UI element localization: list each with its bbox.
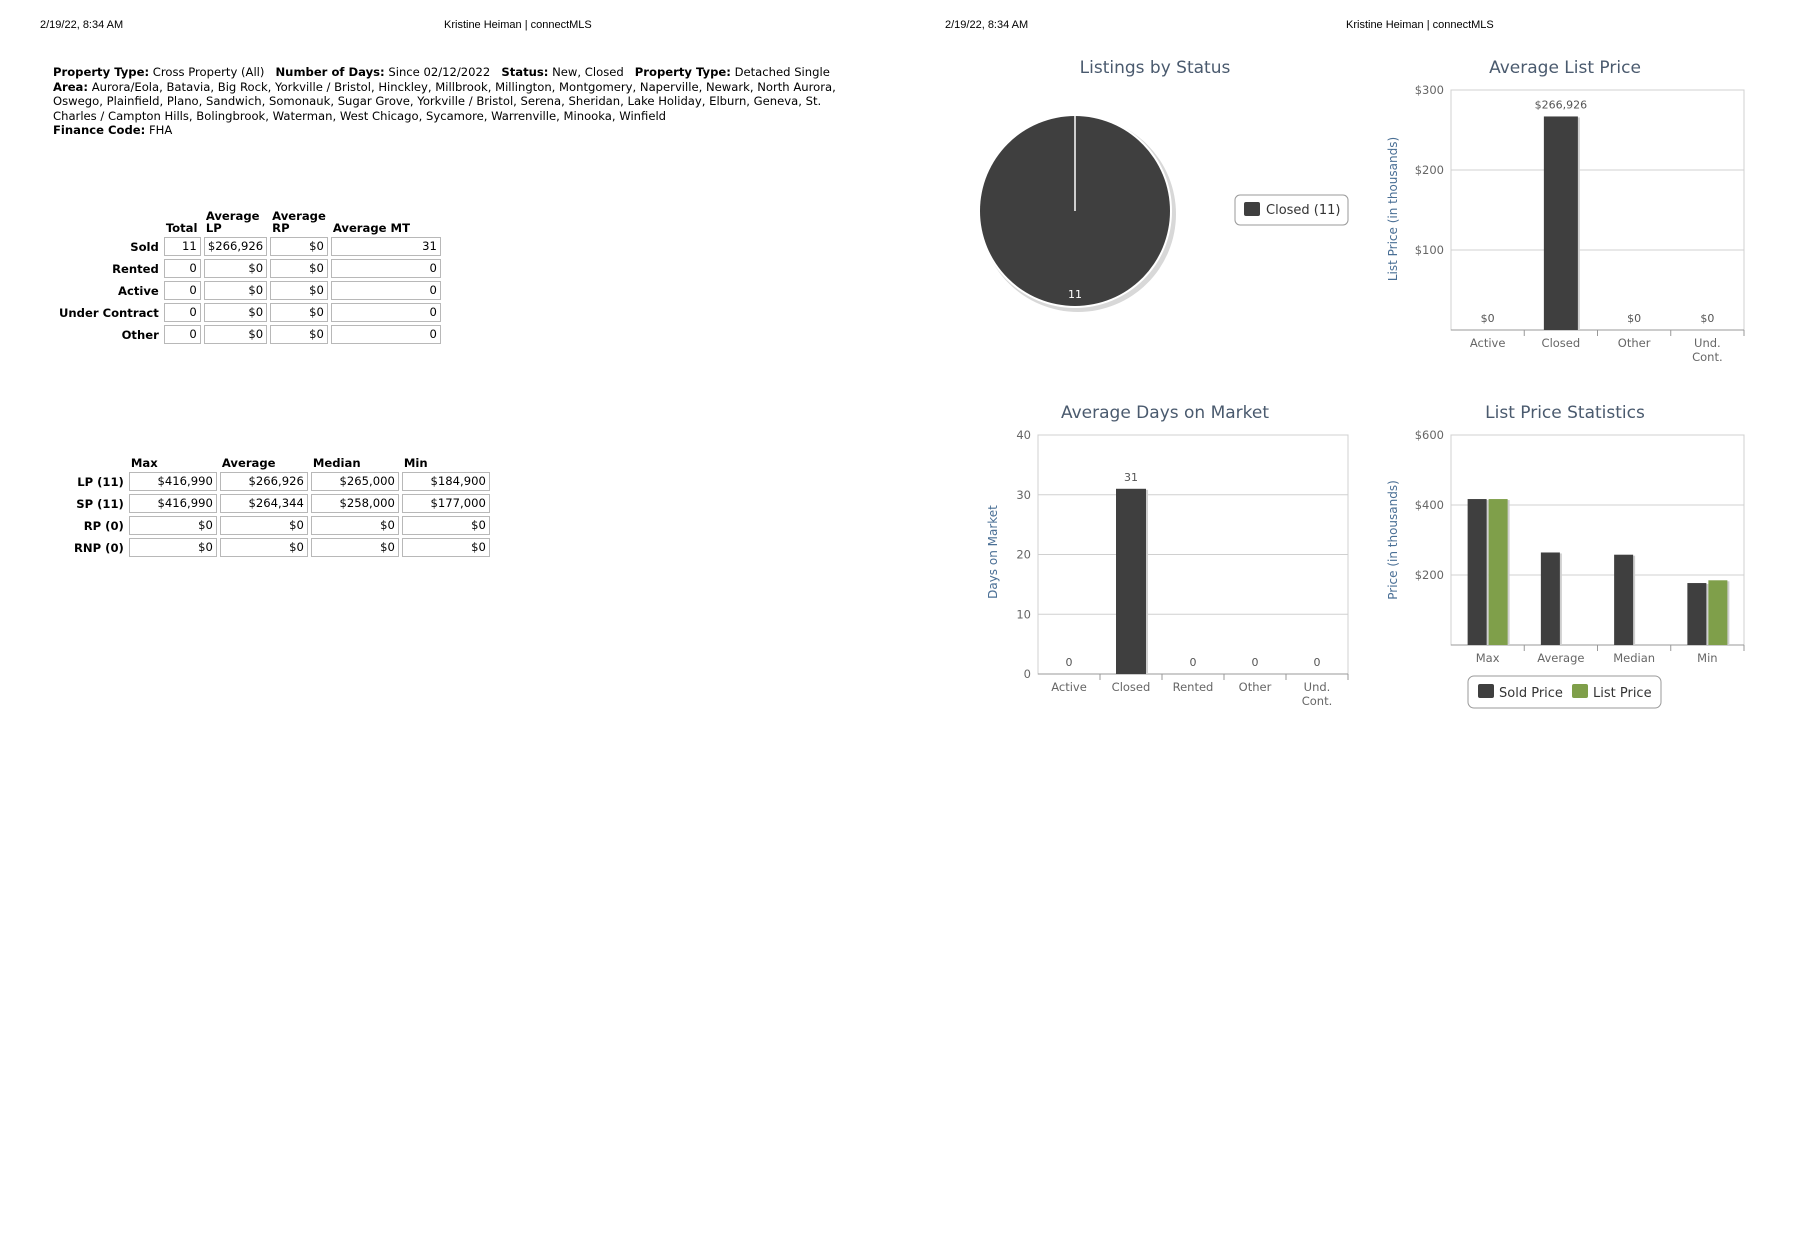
filter-value: FHA bbox=[148, 123, 173, 137]
x-tick-label: Average bbox=[1537, 651, 1585, 665]
table-row bbox=[57, 259, 441, 278]
legend-swatch-list-price bbox=[1572, 684, 1588, 698]
legend-item-closed: Closed (11) bbox=[1266, 203, 1341, 218]
y-axis-title: Days on Market bbox=[986, 505, 1000, 599]
filter-label: Area: bbox=[53, 79, 89, 94]
data-label: 0 bbox=[1251, 656, 1259, 669]
bar-closed bbox=[1116, 489, 1146, 674]
table-cell: 0 bbox=[331, 303, 441, 322]
column-header: Average LP bbox=[205, 209, 260, 235]
table-cell: $0 bbox=[129, 516, 217, 535]
table-cell: $266,926 bbox=[204, 237, 267, 256]
table-cell: $258,000 bbox=[311, 494, 399, 513]
x-tick-label: Active bbox=[1051, 680, 1087, 694]
row-label: Rented bbox=[112, 261, 159, 276]
filter-value: Since 02/12/2022 bbox=[388, 65, 491, 79]
row-label: Sold bbox=[130, 239, 159, 254]
table-row bbox=[57, 325, 441, 344]
print-datetime: 2/19/22, 8:34 AM bbox=[945, 19, 1029, 31]
column-header: Min bbox=[403, 456, 428, 470]
filter-value: Detached Single bbox=[734, 65, 830, 79]
legend-swatch-sold-price bbox=[1478, 684, 1494, 698]
table-cell: 0 bbox=[164, 259, 201, 278]
table-cell: 0 bbox=[331, 325, 441, 344]
data-label: 0 bbox=[1065, 656, 1073, 669]
y-tick-label: $200 bbox=[1414, 568, 1444, 582]
y-tick-label: $600 bbox=[1414, 428, 1444, 442]
pie-slice-label: 11 bbox=[1068, 288, 1082, 301]
y-tick-label: 0 bbox=[1023, 667, 1031, 681]
table-cell: $0 bbox=[204, 325, 267, 344]
price-table bbox=[69, 454, 493, 560]
column-header: Average RP bbox=[272, 209, 326, 235]
table-cell: $0 bbox=[402, 538, 490, 557]
x-tick-label: Max bbox=[1475, 651, 1500, 665]
column-header: Total bbox=[165, 221, 198, 235]
bar-list-price bbox=[1489, 499, 1508, 645]
table-cell: $0 bbox=[311, 538, 399, 557]
x-tick-label-line: Und. bbox=[1694, 336, 1721, 350]
chart-title: Listings by Status bbox=[1079, 58, 1231, 78]
x-tick-label-line: Und. bbox=[1303, 680, 1331, 694]
table-cell: 0 bbox=[164, 281, 201, 300]
table-cell: $184,900 bbox=[402, 472, 490, 491]
table-row bbox=[57, 303, 441, 322]
chart-title: Average List Price bbox=[1489, 58, 1641, 78]
legend-item-sold-price: Sold Price bbox=[1499, 686, 1563, 701]
table-cell: $0 bbox=[204, 281, 267, 300]
legend-swatch-closed bbox=[1244, 202, 1260, 216]
table-cell: $416,990 bbox=[129, 472, 217, 491]
table-cell: 11 bbox=[164, 237, 201, 256]
filter-label: Property Type: bbox=[53, 65, 150, 79]
y-tick-label: $400 bbox=[1414, 498, 1444, 512]
x-tick-label: Median bbox=[1613, 651, 1656, 665]
table-cell: $0 bbox=[270, 303, 328, 322]
bar-sold-price bbox=[1614, 555, 1633, 645]
table-cell: $265,000 bbox=[311, 472, 399, 491]
data-label: 0 bbox=[1189, 656, 1197, 669]
column-header: Median bbox=[312, 456, 361, 470]
row-label: RNP (0) bbox=[74, 540, 124, 555]
row-label: LP (11) bbox=[77, 474, 124, 489]
table-cell: $0 bbox=[270, 325, 328, 344]
charts-canvas bbox=[900, 0, 1800, 760]
table-cell: 0 bbox=[331, 259, 441, 278]
y-tick-label: 10 bbox=[1016, 607, 1031, 622]
plot-area bbox=[1451, 90, 1744, 330]
y-tick-label: 40 bbox=[1016, 428, 1031, 442]
table-cell: 31 bbox=[331, 237, 441, 256]
y-tick-label: $100 bbox=[1414, 243, 1444, 257]
x-tick-label bbox=[1692, 336, 1723, 364]
table-cell: $0 bbox=[220, 538, 308, 557]
row-label: RP (0) bbox=[83, 518, 124, 533]
x-tick-label: Min bbox=[1697, 651, 1718, 665]
table-cell: 0 bbox=[331, 281, 441, 300]
average-days-on-market-chart bbox=[986, 403, 1348, 708]
y-axis-title: List Price (in thousands) bbox=[1386, 136, 1400, 282]
table-cell: $177,000 bbox=[402, 494, 490, 513]
bar-sold-price bbox=[1541, 552, 1560, 645]
summary-table bbox=[54, 207, 444, 347]
chart-title: Average Days on Market bbox=[1060, 403, 1270, 423]
data-label: $0 bbox=[1700, 312, 1715, 325]
row-label: SP (11) bbox=[76, 496, 124, 511]
filter-value: Aurora/Eola, Batavia, Big Rock, Yorkville / Bristol, Hinckley, Millbrook, Millington, Montgomery, Naperville, Newark, North Aurora, Oswego, Plainfield, Plano, Sandwich, Somonauk, Sugar Grove, Yorkville / Bristol, Serena, Sheridan, Lake Holiday, Elburn, Geneva, St. Charles / Campton Hills, Bolingbrook, Waterman, West Chicago, Sycamore, Warrenville, Minooka, Winfield bbox=[53, 79, 836, 123]
table-row bbox=[72, 538, 490, 557]
table-cell: $0 bbox=[270, 281, 328, 300]
row-label: Under Contract bbox=[59, 305, 159, 320]
table-cell: $0 bbox=[270, 259, 328, 278]
chart-title: List Price Statistics bbox=[1485, 403, 1645, 423]
y-axis-title: Price (in thousands) bbox=[1386, 480, 1400, 600]
y-tick-label: 30 bbox=[1016, 487, 1031, 502]
x-tick-label-line: Cont. bbox=[1692, 350, 1723, 364]
table-cell: $264,344 bbox=[220, 494, 308, 513]
filter-value: Cross Property (All) bbox=[152, 65, 265, 79]
data-label: 31 bbox=[1124, 470, 1138, 484]
y-tick-label: 20 bbox=[1016, 547, 1031, 562]
table-row bbox=[57, 237, 441, 256]
table-cell: $416,990 bbox=[129, 494, 217, 513]
table-row bbox=[72, 472, 490, 491]
legend-item-list-price: List Price bbox=[1593, 686, 1652, 701]
table-header-row bbox=[57, 210, 441, 234]
table-cell: $0 bbox=[204, 259, 267, 278]
column-header: Average MT bbox=[332, 221, 410, 235]
bar-closed bbox=[1544, 116, 1578, 330]
data-label: $266,926 bbox=[1534, 98, 1588, 112]
report-page-right bbox=[900, 0, 1800, 1260]
filter-label: Finance Code: bbox=[53, 123, 146, 137]
print-datetime: 2/19/22, 8:34 AM bbox=[40, 19, 124, 31]
column-header: Max bbox=[130, 456, 158, 470]
list-price-statistics-chart bbox=[1386, 403, 1744, 708]
data-label: 0 bbox=[1313, 656, 1321, 669]
table-cell: $0 bbox=[402, 516, 490, 535]
filter-value: New, Closed bbox=[552, 65, 624, 79]
y-tick-label: $300 bbox=[1414, 83, 1444, 97]
average-list-price-chart bbox=[1386, 58, 1744, 364]
x-tick-label: Other bbox=[1238, 680, 1272, 694]
table-cell: $0 bbox=[311, 516, 399, 535]
x-tick-label: Other bbox=[1617, 336, 1651, 350]
bar-sold-price bbox=[1468, 499, 1487, 645]
x-tick-label: Rented bbox=[1172, 680, 1214, 694]
x-tick-label: Active bbox=[1469, 336, 1506, 350]
print-header-center: Kristine Heiman | connectMLS bbox=[1346, 19, 1494, 31]
table-row bbox=[57, 281, 441, 300]
data-label: $0 bbox=[1627, 312, 1642, 325]
filter-label: Property Type: bbox=[634, 65, 731, 79]
table-cell: 0 bbox=[164, 325, 201, 344]
y-tick-label: $200 bbox=[1414, 163, 1444, 177]
table-header-row bbox=[72, 457, 490, 469]
x-tick-label bbox=[1302, 680, 1333, 708]
table-row bbox=[72, 516, 490, 535]
x-tick-label: Closed bbox=[1541, 336, 1581, 350]
table-cell: $0 bbox=[204, 303, 267, 322]
row-label: Other bbox=[121, 327, 159, 342]
search-criteria bbox=[53, 65, 863, 138]
column-header: Average bbox=[221, 456, 276, 470]
filter-label: Status: bbox=[501, 65, 549, 79]
table-row bbox=[72, 494, 490, 513]
filter-label: Number of Days: bbox=[275, 65, 385, 79]
x-tick-label-line: Cont. bbox=[1301, 694, 1333, 708]
listings-by-status-chart bbox=[978, 58, 1348, 312]
table-cell: $266,926 bbox=[220, 472, 308, 491]
x-tick-label: Closed bbox=[1111, 680, 1151, 694]
bar-list-price bbox=[1708, 580, 1727, 645]
data-label: $0 bbox=[1480, 312, 1495, 325]
table-cell: $0 bbox=[129, 538, 217, 557]
table-cell: $0 bbox=[220, 516, 308, 535]
table-cell: 0 bbox=[164, 303, 201, 322]
print-header-center: Kristine Heiman | connectMLS bbox=[444, 19, 592, 31]
bar-sold-price bbox=[1687, 583, 1706, 645]
table-cell: $0 bbox=[270, 237, 328, 256]
row-label: Active bbox=[118, 283, 159, 298]
